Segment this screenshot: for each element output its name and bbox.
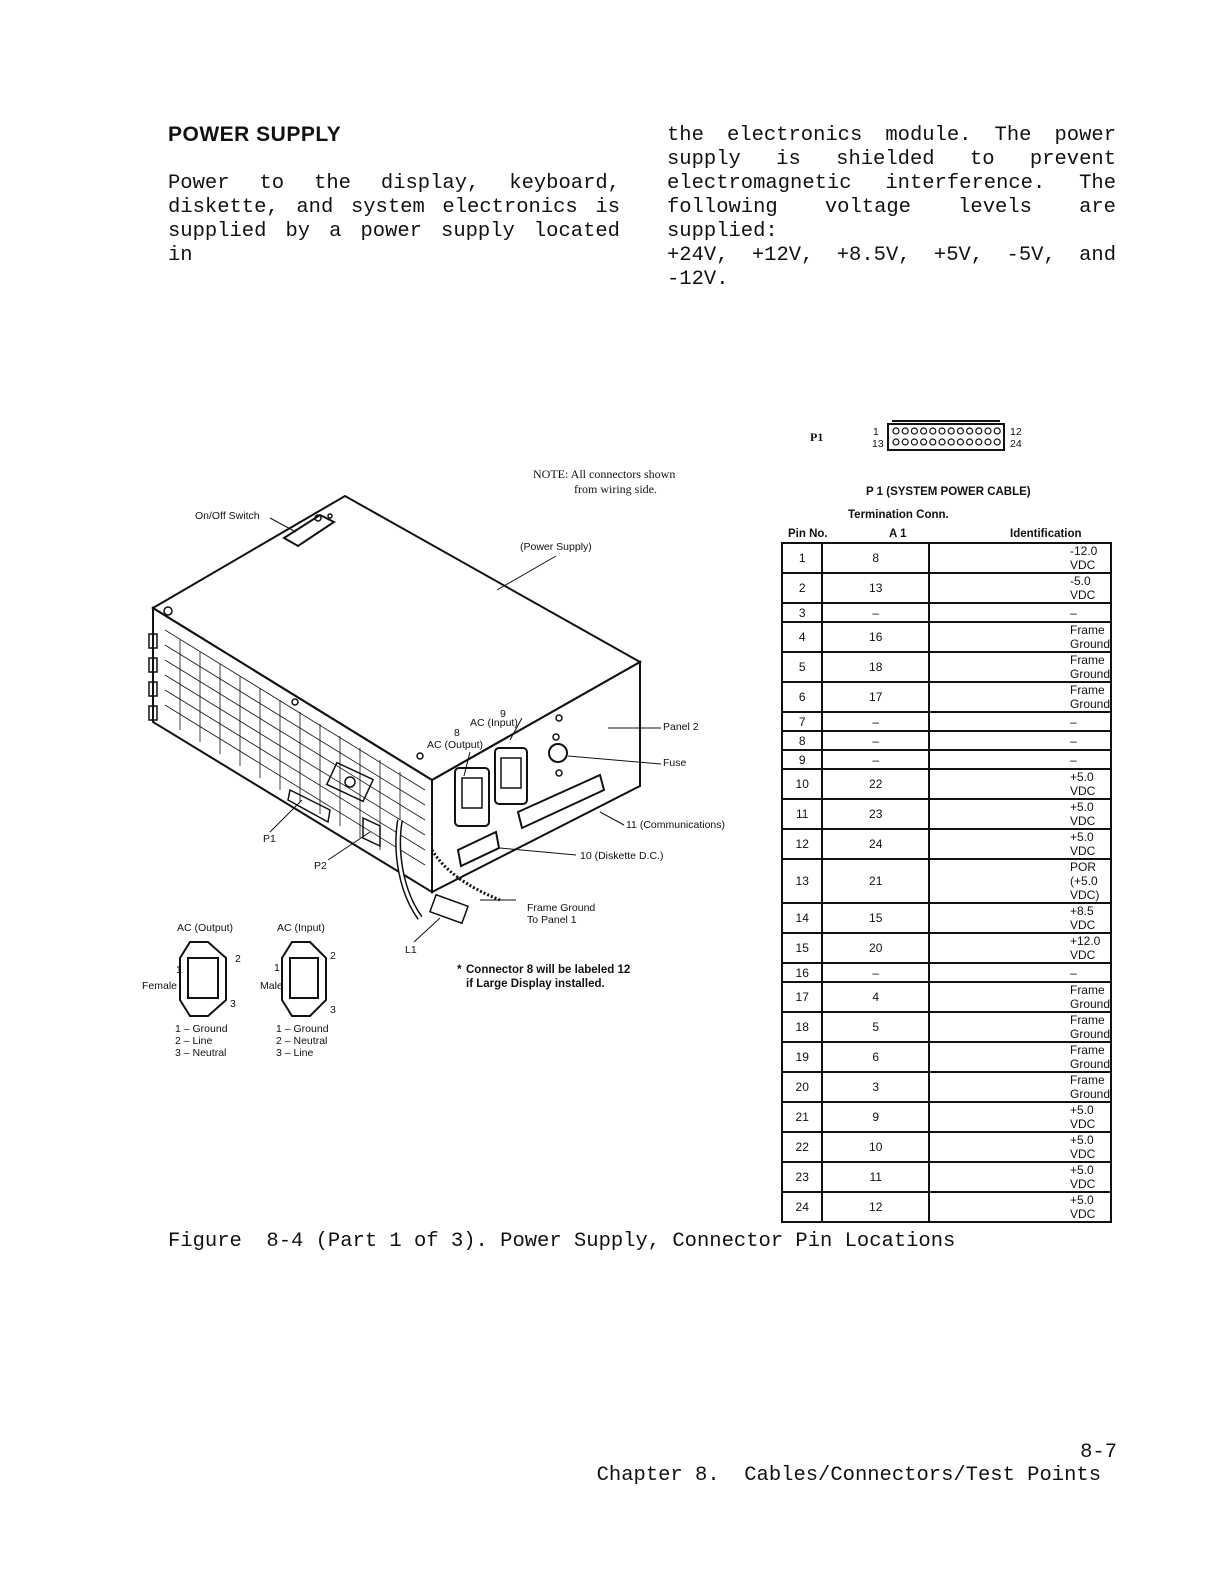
paragraph-line: supply is shielded to prevent [667,148,1116,171]
connector-pin [930,439,936,445]
cell-a1: 13 [822,573,929,603]
cell-ident: +12.0 VDC [929,933,1111,963]
female-label: Female [142,980,178,992]
cell-ident: Frame Ground [929,622,1111,652]
frame-ground-label: To Panel 1 [527,914,577,926]
table-row [782,750,1111,769]
cell-pin: 4 [782,622,822,652]
cell-a1: – [822,712,929,731]
cell-a1: 20 [822,933,929,963]
cell-pin: 18 [782,1012,822,1042]
column-header-a1: A 1 [889,528,907,540]
paragraph-line: the electronics module. The power [667,124,1116,147]
pin-number: 12 [1010,426,1022,438]
cell-ident: Frame Ground [929,682,1111,712]
connector-pin [994,439,1000,445]
connector-8-label: 8 [454,727,460,739]
cell-pin: 24 [782,1192,822,1222]
cell-a1: 6 [822,1042,929,1072]
connector-pin [902,439,908,445]
table-row [782,1162,1111,1192]
table-row [782,769,1111,799]
cell-a1: – [822,750,929,769]
connector-pin [985,428,991,434]
male-label: Male [260,980,283,992]
connector-pin [911,439,917,445]
cell-a1: 11 [822,1162,929,1192]
cell-pin: 20 [782,1072,822,1102]
table-row [782,829,1111,859]
cell-a1: 15 [822,903,929,933]
legend-line: 2 – Neutral [276,1035,328,1047]
cell-ident: POR (+5.0 VDC) [929,859,1111,903]
cell-ident: +5.0 VDC [929,799,1111,829]
cell-ident: Frame Ground [929,1072,1111,1102]
panel2-label: Panel 2 [663,721,699,733]
cell-pin: 22 [782,1132,822,1162]
cell-pin: 19 [782,1042,822,1072]
cell-ident: -5.0 VDC [929,573,1111,603]
table-row [782,799,1111,829]
cell-pin: 13 [782,859,822,903]
connector-pin [967,428,973,434]
paragraph-line: electromagnetic interference. The [667,172,1116,195]
connector-pin [939,428,945,434]
connector-pin [967,439,973,445]
cell-a1: 17 [822,682,929,712]
cell-pin: 6 [782,682,822,712]
on-off-switch-label: On/Off Switch [195,510,260,522]
figure-caption: Figure 8-4 (Part 1 of 3). Power Supply, Connector Pin Locations [168,1230,956,1253]
legend-line: 3 – Neutral [175,1047,227,1059]
connector-pin [939,439,945,445]
cell-a1: 5 [822,1012,929,1042]
table-row [782,1102,1111,1132]
legend-line: 2 – Line [175,1035,213,1047]
table-row [782,933,1111,963]
cell-a1: – [822,603,929,622]
cell-a1: 8 [822,543,929,573]
paragraph-line: following voltage levels are supplied: [667,196,1116,243]
cell-a1: – [822,731,929,750]
table-row [782,1042,1111,1072]
asterisk-mark: * [457,962,462,976]
table-row [782,573,1111,603]
pin-label: 2 [235,953,241,965]
pin-number: 13 [872,438,884,450]
p1-connector-icon [884,418,1008,454]
section-heading: POWER SUPPLY [168,123,342,146]
legend-line: 3 – Line [276,1047,314,1059]
paragraph-line: diskette, and system electronics is [168,196,620,219]
table-row [782,859,1111,903]
p2-label: P2 [314,860,327,872]
cell-pin: 1 [782,543,822,573]
pin-label: 3 [330,1004,336,1016]
connector-pin [985,439,991,445]
connector-pin [893,439,899,445]
table-row [782,622,1111,652]
p1-label: P1 [263,833,276,845]
cell-pin: 9 [782,750,822,769]
cell-pin: 11 [782,799,822,829]
table-title: P 1 (SYSTEM POWER CABLE) [866,486,1031,498]
connector-pin [957,428,963,434]
cell-ident: – [929,712,1111,731]
paragraph-line: Power to the display, keyboard, [168,172,620,195]
note-text: from wiring side. [574,482,657,496]
cell-pin: 23 [782,1162,822,1192]
table-row [782,682,1111,712]
connector-pin [957,439,963,445]
cell-a1: 24 [822,829,929,859]
page-number: 8-7 [1080,1441,1117,1464]
communications-label: 11 (Communications) [626,819,726,831]
page-footer [572,1441,1117,1510]
connector-9-label: 9 [500,708,506,720]
connector-pin [921,428,927,434]
cell-pin: 3 [782,603,822,622]
cell-ident: +5.0 VDC [929,1132,1111,1162]
frame-ground-label: Frame Ground [527,902,596,914]
cell-a1: 3 [822,1072,929,1102]
connector-pin [930,428,936,434]
l1-label: L1 [405,944,417,956]
table-row [782,603,1111,622]
cell-ident: – [929,731,1111,750]
pin-label: 3 [230,998,236,1010]
connector-pin [893,428,899,434]
cell-pin: 16 [782,963,822,982]
cell-a1: 18 [822,652,929,682]
cell-ident: Frame Ground [929,652,1111,682]
connector-note: Connector 8 will be labeled 12 [466,964,631,976]
cell-pin: 12 [782,829,822,859]
pin-table [781,542,1112,1223]
cell-a1: 22 [822,769,929,799]
legend-line: 1 – Ground [175,1023,228,1035]
cell-pin: 7 [782,712,822,731]
pin-label: 1 [176,964,182,976]
note-text: NOTE: All connectors shown [533,467,676,481]
cell-a1: 21 [822,859,929,903]
cell-ident: Frame Ground [929,1012,1111,1042]
ac-input-label: AC (Input) [470,717,518,729]
ac-input-title: AC (Input) [277,922,325,934]
fuse-label: Fuse [663,757,687,769]
chapter-title: Chapter 8. Cables/Connectors/Test Points [596,1464,1101,1487]
cell-a1: 16 [822,622,929,652]
pin-number: 24 [1010,438,1022,450]
table-row [782,1132,1111,1162]
cell-pin: 2 [782,573,822,603]
cell-pin: 21 [782,1102,822,1132]
cell-a1: – [822,963,929,982]
power-supply-label: (Power Supply) [520,541,592,553]
cell-ident: +5.0 VDC [929,1102,1111,1132]
table-row [782,982,1111,1012]
cell-pin: 5 [782,652,822,682]
table-row [782,652,1111,682]
paragraph-line: +24V, +12V, +8.5V, +5V, -5V, and -12V. [667,244,1116,291]
table-row [782,963,1111,982]
connector-pin [948,439,954,445]
cell-ident: Frame Ground [929,1042,1111,1072]
cell-ident: +5.0 VDC [929,829,1111,859]
connector-pin [921,439,927,445]
cell-pin: 14 [782,903,822,933]
table-row [782,712,1111,731]
cell-pin: 8 [782,731,822,750]
cell-a1: 9 [822,1102,929,1132]
cell-a1: 12 [822,1192,929,1222]
cell-ident: – [929,750,1111,769]
connector-pin [911,428,917,434]
legend-line: 1 – Ground [276,1023,329,1035]
ac-output-title: AC (Output) [177,922,234,934]
cell-a1: 23 [822,799,929,829]
cell-ident: +5.0 VDC [929,1192,1111,1222]
cell-ident: -12.0 VDC [929,543,1111,573]
pin-label: 2 [330,950,336,962]
cell-ident: – [929,603,1111,622]
cell-ident: +5.0 VDC [929,769,1111,799]
table-row [782,1192,1111,1222]
termination-label: Termination Conn. [848,509,949,521]
paragraph-line: supplied by a power supply located in [168,220,620,267]
cell-ident: – [929,963,1111,982]
cell-pin: 15 [782,933,822,963]
column-header-pin: Pin No. [788,528,828,540]
table-row [782,1072,1111,1102]
connector-pin [976,439,982,445]
connector-pin [902,428,908,434]
table-row [782,903,1111,933]
cell-pin: 17 [782,982,822,1012]
connector-note: if Large Display installed. [466,978,605,990]
column-header-identification: Identification [1010,528,1082,540]
table-row [782,543,1111,573]
ac-output-label: AC (Output) [427,739,484,751]
p1-connector-label: P1 [810,430,824,444]
pin-number: 1 [873,426,879,438]
connector-pin [948,428,954,434]
diskette-dc-label: 10 (Diskette D.C.) [580,850,664,862]
pin-label: 1 [274,962,280,974]
cell-a1: 10 [822,1132,929,1162]
cell-ident: +8.5 VDC [929,903,1111,933]
connector-pin [976,428,982,434]
cell-a1: 4 [822,982,929,1012]
cell-pin: 10 [782,769,822,799]
table-row [782,731,1111,750]
cell-ident: Frame Ground [929,982,1111,1012]
table-row [782,1012,1111,1042]
connector-pin [994,428,1000,434]
cell-ident: +5.0 VDC [929,1162,1111,1192]
